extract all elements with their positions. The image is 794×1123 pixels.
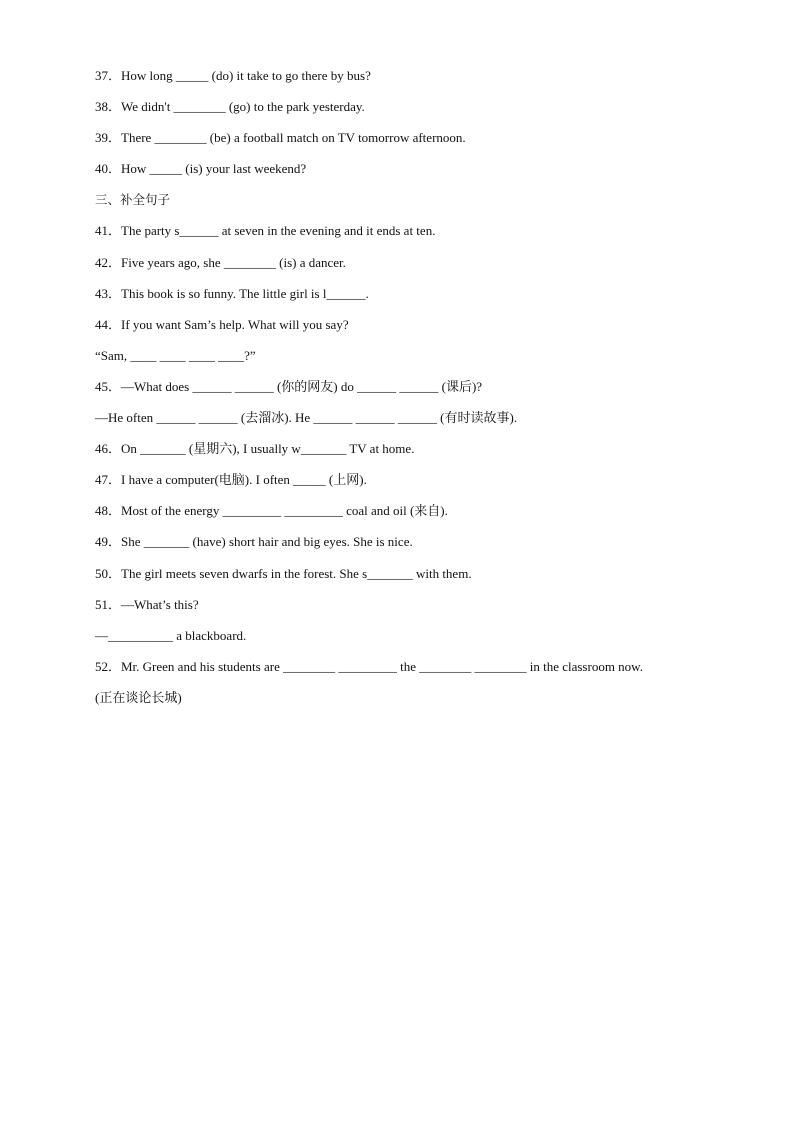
question-46: 46．On _______ (星期六), I usually w_______ TV at home.: [95, 441, 415, 457]
question-40: 40．How _____ (is) your last weekend?: [95, 161, 307, 177]
question-41: 41．The party s______ at seven in the evening and it ends at ten.: [95, 223, 436, 239]
question-42: 42．Five years ago, she ________ (is) a dancer.: [95, 254, 346, 270]
question-52-hint: (正在谈论长城): [95, 689, 182, 705]
question-51-answer-line: —__________ a blackboard.: [95, 627, 247, 643]
question-51: 51．—What’s this?: [95, 596, 199, 612]
question-38: 38．We didn't ________ (go) to the park yesterday.: [95, 99, 365, 115]
question-52: 52．Mr. Green and his students are ________ _________ the ________ ________ in the classroom now.: [95, 658, 643, 674]
question-45: 45．—What does ______ ______ (你的网友) do ______ ______ (课后)?: [95, 378, 483, 394]
question-45-answer-line: —He often ______ ______ (去溜冰). He ______ ______ ______ (有时读故事).: [95, 410, 518, 426]
question-39: 39．There ________ (be) a football match on TV tomorrow afternoon.: [95, 130, 466, 146]
section-heading: 三、补全句子: [95, 192, 171, 208]
question-48: 48．Most of the energy _________ _________ coal and oil (来自).: [95, 503, 448, 519]
question-37: 37．How long _____ (do) it take to go there by bus?: [95, 68, 371, 83]
question-44-answer-line: “Sam, ____ ____ ____ ____?”: [95, 347, 256, 363]
question-43: 43．This book is so funny. The little girl is l______.: [95, 285, 369, 301]
question-44: 44．If you want Sam’s help. What will you say?: [95, 316, 349, 332]
question-49: 49．She _______ (have) short hair and big eyes. She is nice.: [95, 534, 413, 550]
worksheet-page: [95, 62, 735, 715]
question-50: 50．The girl meets seven dwarfs in the forest. She s_______ with them.: [95, 565, 472, 581]
question-47: 47．I have a computer(电脑). I often _____ (上网).: [95, 472, 367, 488]
